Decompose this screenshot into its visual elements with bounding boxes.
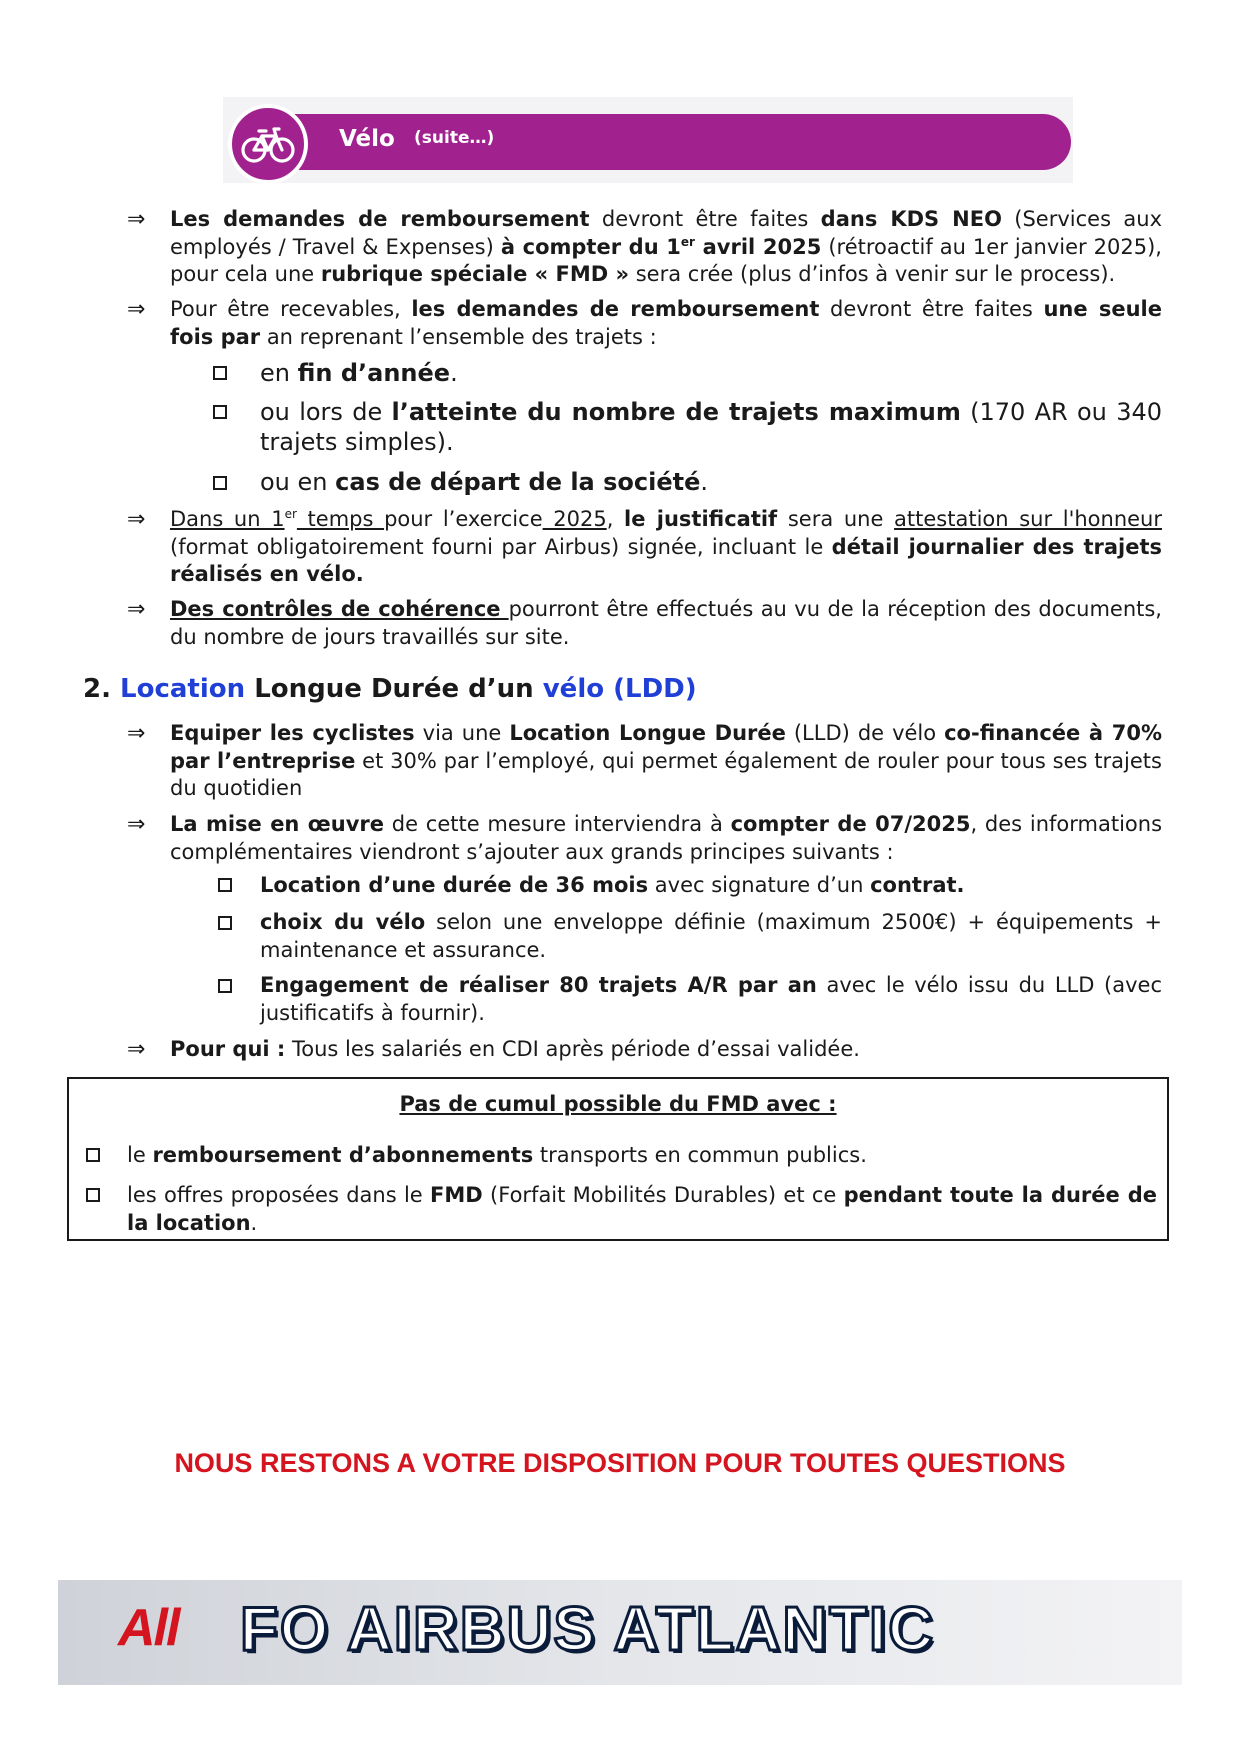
bullet-commitment: Engagement de réaliser 80 trajets A/R par an avec le vélo issu du LLD (avec justificatifs à fournir). [260, 973, 1162, 1025]
paragraph-equip-cyclists: Equiper les cyclistes via une Location Longue Durée (LLD) de vélo co-financée à 70% par l’entreprise et 30% par l’employé, qui permet également de rouler pour tous ses trajets du quotidien [170, 721, 1162, 800]
arrow-icon: ⇒ [127, 207, 146, 232]
arrow-icon: ⇒ [127, 507, 146, 532]
header-suffix: (suite…) [414, 128, 495, 148]
bullet-departure: ou en cas de départ de la société. [260, 468, 708, 496]
arrow-icon: ⇒ [127, 1037, 146, 1062]
paragraph-implementation: La mise en œuvre de cette mesure interviendra à compter de 07/2025, des informations complémentaires viendront s’ajouter aux grands principes suivants : [170, 812, 1163, 864]
paragraph-receivable: Pour être recevables, les demandes de remboursement devront être faites une seule fois par an reprenant l’ensemble des trajets : [170, 297, 1162, 349]
bullet-end-of-year: en fin d’année. [260, 359, 458, 387]
paragraph-justification: Dans un 1er temps pour l’exercice 2025, le justificatif sera une attestation sur l'honneur (format obligatoirement fourni par Airbus) signée, incluant le détail journalier des trajets réalisés en vélo. [170, 507, 1162, 586]
checkbox-square-icon [218, 979, 232, 993]
union-name: FO AIRBUS ATLANTIC [240, 1595, 935, 1664]
arrow-icon: ⇒ [127, 297, 146, 322]
checkbox-square-icon [213, 366, 227, 380]
paragraph-reimbursement-request: Les demandes de remboursement devront être faites dans KDS NEO (Services aux employés / Travel & Expenses) à compter du 1er avril 2025 (rétroactif au 1er janvier 2025), pour cela une rubrique spéciale « FMD » sera crée (plus d’infos à venir sur le process). [170, 207, 1162, 286]
header-title: Vélo [339, 126, 395, 152]
checkbox-square-icon [213, 405, 227, 419]
bullet-max-trips: ou lors de l’atteinte du nombre de trajets maximum (170 AR ou 340 trajets simples). [260, 398, 1162, 456]
box-item-fmd-offers: les offres proposées dans le FMD (Forfait Mobilités Durables) et ce pendant toute la durée de la location. [127, 1183, 1157, 1235]
paragraph-for-whom: Pour qui : Tous les salariés en CDI après période d’essai validée. [170, 1037, 860, 1061]
checkbox-square-icon [218, 916, 232, 930]
checkbox-square-icon [213, 476, 227, 490]
box-item-subscriptions: le remboursement d’abonnements transports en commun publics. [127, 1143, 867, 1167]
bullet-bike-choice: choix du vélo selon une enveloppe définie (maximum 2500€) + équipements + maintenance et assurance. [260, 910, 1162, 962]
checkbox-square-icon [86, 1148, 100, 1162]
checkbox-square-icon [218, 878, 232, 892]
arrow-icon: ⇒ [127, 812, 146, 837]
bullet-duration: Location d’une durée de 36 mois avec signature d’un contrat. [260, 873, 965, 897]
checkbox-square-icon [86, 1188, 100, 1202]
union-logo: All [118, 1599, 179, 1657]
contact-call-to-action: NOUS RESTONS A VOTRE DISPOSITION POUR TOUTES QUESTIONS [174, 1448, 1066, 1478]
box-title: Pas de cumul possible du FMD avec : [399, 1092, 837, 1116]
bicycle-icon [228, 104, 308, 184]
arrow-icon: ⇒ [127, 597, 146, 622]
section-heading-location: 2. Location Longue Durée d’un vélo (LDD) [83, 674, 697, 704]
arrow-icon: ⇒ [127, 721, 146, 746]
paragraph-controls: Des contrôles de cohérence pourront être effectués au vu de la réception des documents, du nombre de jours travaillés sur site. [170, 597, 1162, 649]
